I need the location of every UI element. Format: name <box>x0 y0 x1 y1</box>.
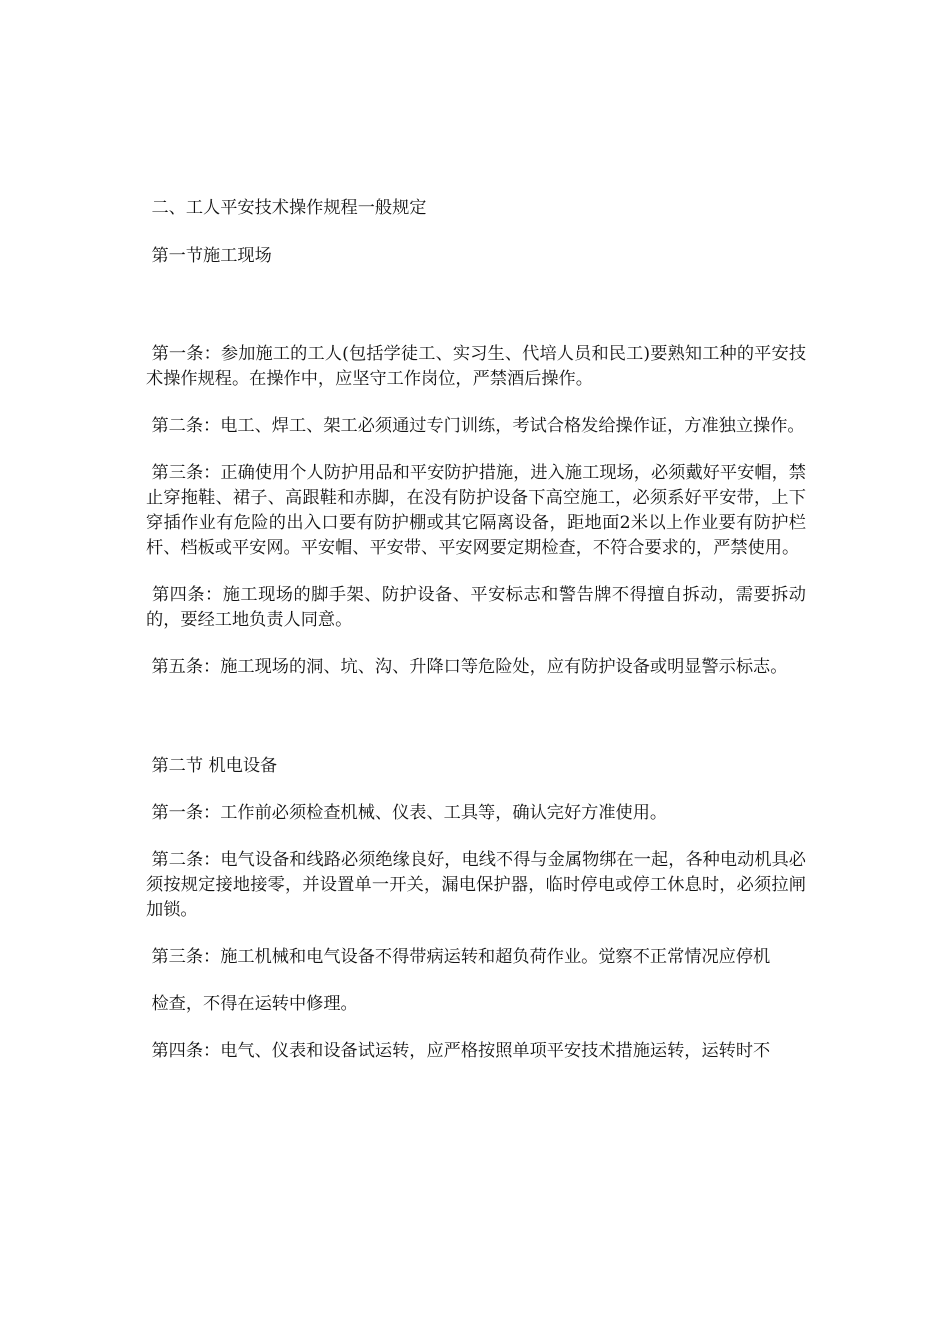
section-1-title: 第一节施工现场 <box>146 246 272 266</box>
section-2-article-4: 第四条：电气、仪表和设备试运转，应严格按照单项平安技术措施运转，运转时不 <box>146 1041 771 1061</box>
section-2-article-1: 第一条：工作前必须检查机械、仪表、工具等，确认完好方准使用。 <box>146 803 668 823</box>
section-2-article-2: 第二条：电气设备和线路必须绝缘良好，电线不得与金属物绑在一起，各种电动机具必须按规定接地接零，并设置单一开关，漏电保护器，临时停电或停工休息时，必须拉闸加锁。 <box>146 850 806 920</box>
section-2-title: 第二节 机电设备 <box>146 756 278 776</box>
document-heading: 二、工人平安技术操作规程一般规定 <box>146 198 427 218</box>
section-2-article-3-continued: 检查，不得在运转中修理。 <box>146 994 358 1014</box>
section-2-article-3: 第三条：施工机械和电气设备不得带病运转和超负荷作业。觉察不正常情况应停机 <box>146 947 771 967</box>
section-1-article-4: 第四条：施工现场的脚手架、防护设备、平安标志和警告牌不得擅自拆动，需要拆动的，要经工地负责人同意。 <box>146 585 806 630</box>
section-1-article-3: 第三条：正确使用个人防护用品和平安防护措施，进入施工现场，必须戴好平安帽，禁止穿拖鞋、裙子、高跟鞋和赤脚，在没有防护设备下高空施工，必须系好平安带，上下穿插作业有危险的出入口要有防护棚或其它隔离设备，距地面2米以上作业要有防护栏杆、档板或平安网。平安帽、平安带、平安网要定期检查，不符合要求的，严禁使用。 <box>146 463 806 558</box>
section-1-article-5: 第五条：施工现场的洞、坑、沟、升降口等危险处，应有防护设备或明显警示标志。 <box>146 657 788 677</box>
section-1-article-2: 第二条：电工、焊工、架工必须通过专门训练，考试合格发给操作证，方准独立操作。 <box>146 416 805 436</box>
document-page <box>146 196 806 1064</box>
section-1-article-1: 第一条：参加施工的工人(包括学徒工、实习生、代培人员和民工)要熟知工种的平安技术操作规程。在操作中，应坚守工作岗位，严禁酒后操作。 <box>146 344 807 389</box>
